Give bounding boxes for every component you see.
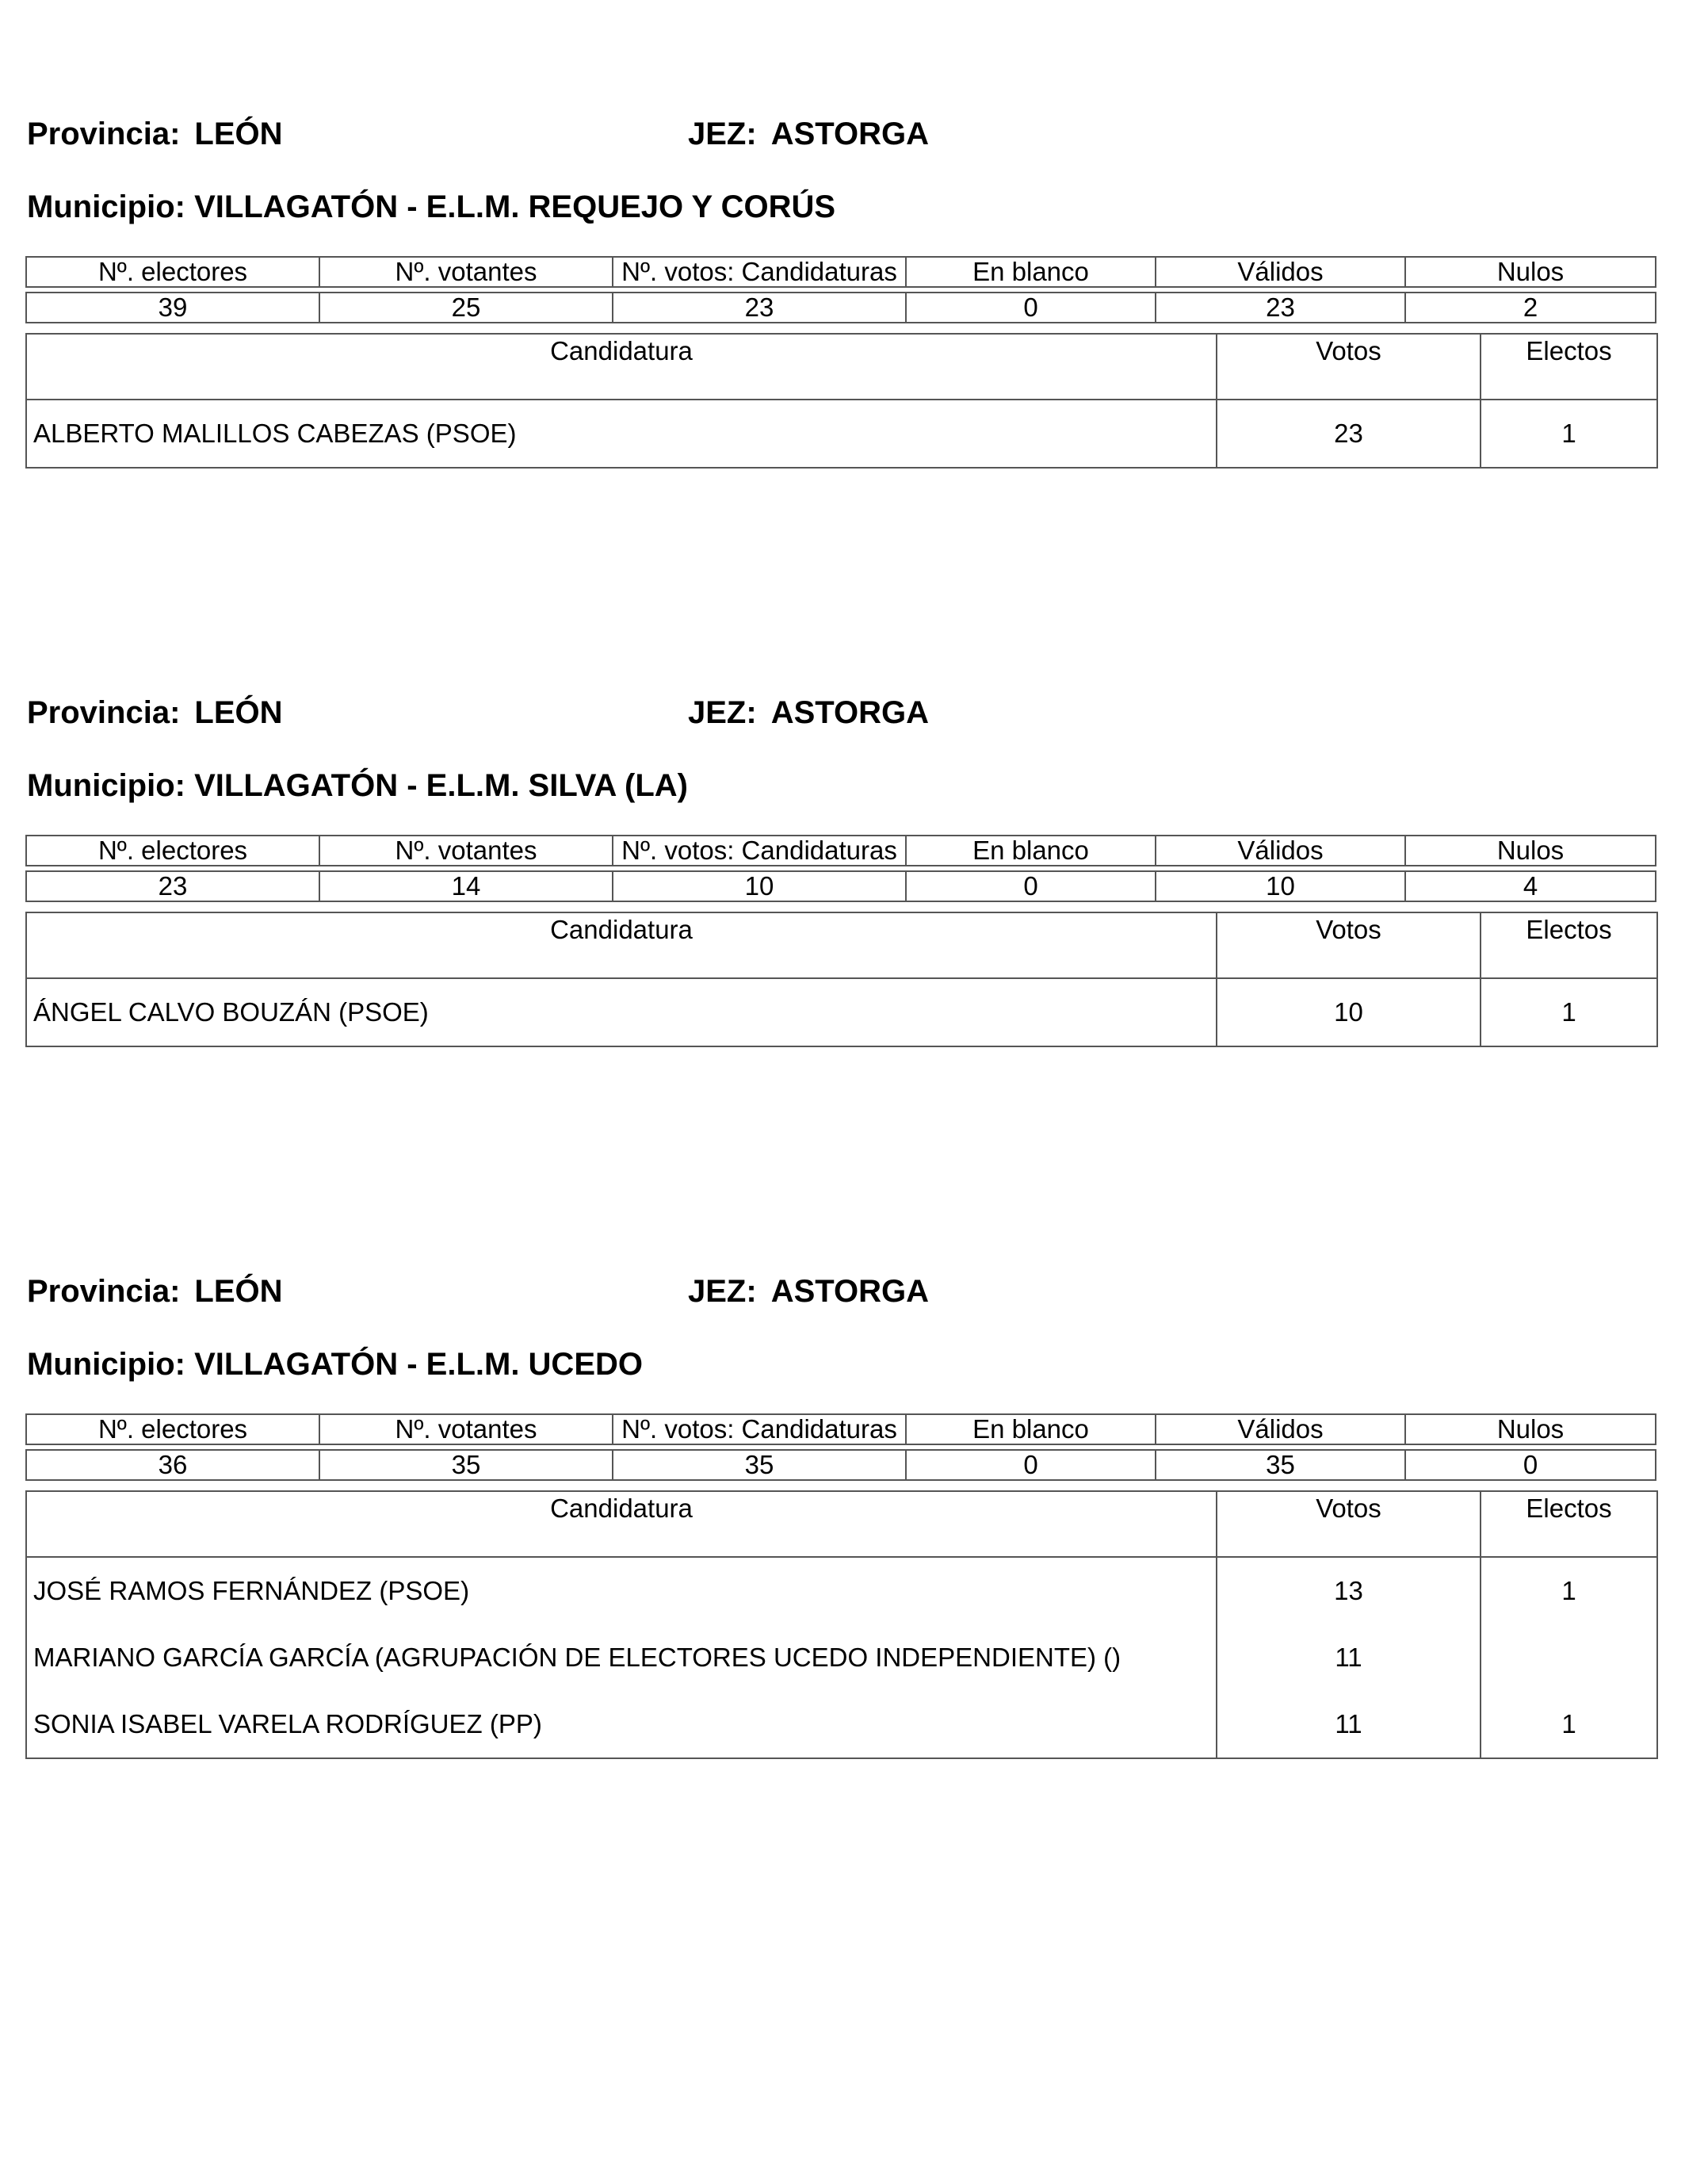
value-validos: 23 (1155, 292, 1404, 323)
header-votos: Votos (1217, 912, 1481, 978)
summary-table (25, 1413, 1656, 1481)
header-votos: Votos (1217, 334, 1481, 400)
candidate-electos (1481, 1624, 1657, 1691)
candidate-name: ÁNGEL CALVO BOUZÁN (PSOE) (26, 978, 1217, 1046)
header-nulos: Nulos (1404, 256, 1656, 288)
header-nulos: Nulos (1404, 835, 1656, 866)
value-validos: 35 (1155, 1449, 1404, 1481)
provincia-line: Provincia: LEÓN (27, 1274, 283, 1309)
header-en-blanco: En blanco (905, 256, 1155, 288)
municipio-line: Municipio: VILLAGATÓN - E.L.M. UCEDO (27, 1347, 643, 1382)
value-en-blanco: 0 (905, 1449, 1155, 1481)
municipio-line: Municipio: VILLAGATÓN - E.L.M. REQUEJO Y CORÚS (27, 189, 836, 224)
summary-header-row (25, 835, 1656, 866)
candidate-row (26, 1691, 1657, 1758)
candidate-name: ALBERTO MALILLOS CABEZAS (PSOE) (26, 400, 1217, 468)
header-electores: Nº. electores (25, 835, 319, 866)
candidates-table (25, 333, 1658, 469)
header-electores: Nº. electores (25, 256, 319, 288)
provincia-line: Provincia: LEÓN (27, 695, 283, 730)
value-nulos: 4 (1404, 870, 1656, 902)
municipio-value: VILLAGATÓN - E.L.M. REQUEJO Y CORÚS (194, 189, 836, 224)
candidates-header-row (26, 334, 1657, 400)
candidates-table (25, 1490, 1658, 1759)
header-validos: Válidos (1155, 256, 1404, 288)
header-votos: Votos (1217, 1491, 1481, 1557)
header-votos-candidaturas: Nº. votos: Candidaturas (612, 1413, 905, 1445)
header-votos-candidaturas: Nº. votos: Candidaturas (612, 835, 905, 866)
candidate-votos: 13 (1217, 1557, 1481, 1624)
candidate-row (26, 978, 1657, 1046)
jez-value: ASTORGA (770, 695, 929, 730)
candidate-name: JOSÉ RAMOS FERNÁNDEZ (PSOE) (26, 1557, 1217, 1624)
jez-line: JEZ: ASTORGA (688, 1274, 929, 1309)
summary-values-row (25, 1449, 1656, 1481)
jez-value: ASTORGA (770, 117, 929, 151)
value-votantes: 25 (319, 292, 612, 323)
header-nulos: Nulos (1404, 1413, 1656, 1445)
value-en-blanco: 0 (905, 870, 1155, 902)
header-candidatura: Candidatura (26, 1491, 1217, 1557)
candidates-header-row (26, 1491, 1657, 1557)
summary-values-row (25, 292, 1656, 323)
jez-line: JEZ: ASTORGA (688, 117, 929, 151)
candidate-name: MARIANO GARCÍA GARCÍA (AGRUPACIÓN DE ELECTORES UCEDO INDEPENDIENTE) () (26, 1624, 1217, 1691)
summary-table (25, 835, 1656, 902)
candidate-votos: 11 (1217, 1691, 1481, 1758)
provincia-value: LEÓN (194, 695, 283, 730)
provincia-value: LEÓN (194, 117, 283, 151)
summary-values-row (25, 870, 1656, 902)
header-en-blanco: En blanco (905, 835, 1155, 866)
candidate-name: SONIA ISABEL VARELA RODRÍGUEZ (PP) (26, 1691, 1217, 1758)
header-votantes: Nº. votantes (319, 835, 612, 866)
provincia-line: Provincia: LEÓN (27, 117, 283, 151)
value-votos-candidaturas: 10 (612, 870, 905, 902)
value-electores: 36 (25, 1449, 319, 1481)
municipio-value: VILLAGATÓN - E.L.M. SILVA (LA) (194, 768, 688, 803)
jez-line: JEZ: ASTORGA (688, 695, 929, 730)
header-candidatura: Candidatura (26, 912, 1217, 978)
value-votos-candidaturas: 23 (612, 292, 905, 323)
header-votantes: Nº. votantes (319, 256, 612, 288)
value-en-blanco: 0 (905, 292, 1155, 323)
municipio-value: VILLAGATÓN - E.L.M. UCEDO (194, 1347, 643, 1382)
candidate-row (26, 400, 1657, 468)
candidates-header-row (26, 912, 1657, 978)
value-votos-candidaturas: 35 (612, 1449, 905, 1481)
header-en-blanco: En blanco (905, 1413, 1155, 1445)
value-electores: 23 (25, 870, 319, 902)
jez-value: ASTORGA (770, 1274, 929, 1309)
header-electos: Electos (1481, 334, 1657, 400)
candidate-electos: 1 (1481, 1691, 1657, 1758)
header-candidatura: Candidatura (26, 334, 1217, 400)
value-validos: 10 (1155, 870, 1404, 902)
header-electos: Electos (1481, 912, 1657, 978)
header-votos-candidaturas: Nº. votos: Candidaturas (612, 256, 905, 288)
candidate-electos: 1 (1481, 400, 1657, 468)
summary-header-row (25, 1413, 1656, 1445)
value-electores: 39 (25, 292, 319, 323)
municipio-line: Municipio: VILLAGATÓN - E.L.M. SILVA (LA) (27, 768, 688, 803)
summary-header-row (25, 256, 1656, 288)
provincia-value: LEÓN (194, 1274, 283, 1309)
candidate-votos: 11 (1217, 1624, 1481, 1691)
candidate-row (26, 1624, 1657, 1691)
value-votantes: 35 (319, 1449, 612, 1481)
header-electos: Electos (1481, 1491, 1657, 1557)
candidate-electos: 1 (1481, 1557, 1657, 1624)
summary-table (25, 256, 1656, 323)
value-nulos: 0 (1404, 1449, 1656, 1481)
candidate-row (26, 1557, 1657, 1624)
header-validos: Válidos (1155, 835, 1404, 866)
candidate-electos: 1 (1481, 978, 1657, 1046)
value-nulos: 2 (1404, 292, 1656, 323)
candidates-table (25, 912, 1658, 1047)
candidate-votos: 10 (1217, 978, 1481, 1046)
header-votantes: Nº. votantes (319, 1413, 612, 1445)
header-electores: Nº. electores (25, 1413, 319, 1445)
candidate-votos: 23 (1217, 400, 1481, 468)
header-validos: Válidos (1155, 1413, 1404, 1445)
value-votantes: 14 (319, 870, 612, 902)
